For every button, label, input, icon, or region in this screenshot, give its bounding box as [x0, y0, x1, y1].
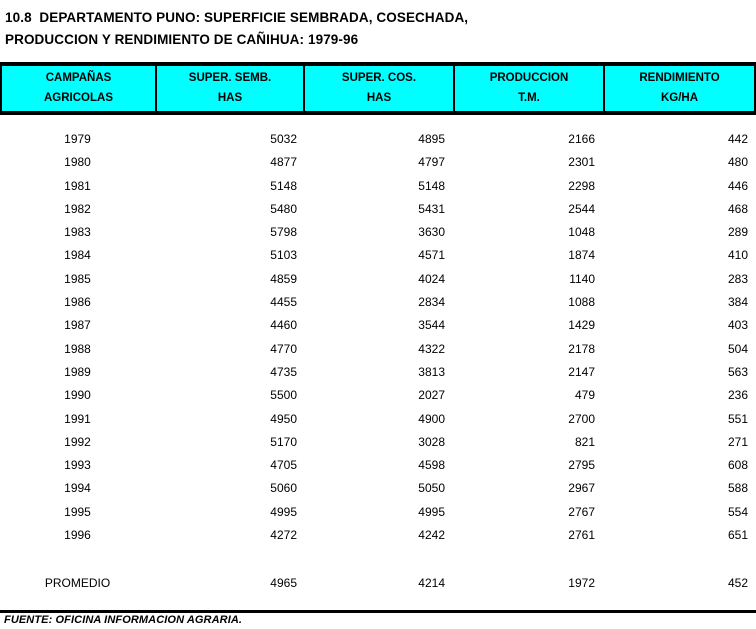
cell-produccion: 1429	[568, 318, 595, 333]
table-row	[0, 524, 756, 547]
column-header-label: CAMPAÑAS	[45, 72, 112, 84]
cell-super-semb: 5103	[270, 248, 297, 263]
cell-super-semb: 5060	[270, 481, 297, 496]
cell-rendimiento: 289	[727, 225, 748, 240]
table-row	[0, 128, 756, 151]
table-header	[0, 62, 756, 115]
table-row	[0, 501, 756, 524]
cell-produccion: 2795	[568, 458, 595, 473]
column-header-label: SUPER. COS.	[341, 72, 417, 84]
cell-super-cos: 3028	[418, 434, 445, 449]
table-body	[0, 115, 756, 547]
summary-cell-super-cos: 4214	[418, 576, 445, 591]
cell-produccion: 1048	[568, 225, 595, 240]
cell-produccion: 479	[574, 388, 595, 403]
cell-super-semb: 4770	[270, 341, 297, 356]
cell-super-semb: 4272	[270, 528, 297, 543]
horizontal-rule	[0, 610, 756, 613]
table-row	[0, 314, 756, 337]
cell-super-semb: 5148	[270, 178, 297, 193]
cell-super-semb: 4705	[270, 458, 297, 473]
cell-super-semb: 4460	[270, 318, 297, 333]
cell-rendimiento: 446	[727, 178, 748, 193]
cell-campana: 1995	[64, 504, 91, 519]
cell-super-semb: 5480	[270, 201, 297, 216]
cell-rendimiento: 554	[727, 504, 748, 519]
cell-rendimiento: 236	[727, 388, 748, 403]
summary-label: PROMEDIO	[44, 576, 111, 591]
cell-super-semb: 4735	[270, 364, 297, 379]
cell-rendimiento: 651	[727, 528, 748, 543]
cell-super-semb: 5798	[270, 225, 297, 240]
cell-rendimiento: 608	[727, 458, 748, 473]
table-row	[0, 408, 756, 431]
title-line-2: PRODUCCION Y RENDIMIENTO DE CAÑIHUA: 1979-96	[5, 32, 359, 47]
column-header-sublabel: T.M.	[518, 92, 540, 104]
cell-rendimiento: 410	[727, 248, 748, 263]
cell-produccion: 2700	[568, 411, 595, 426]
cell-campana: 1991	[64, 411, 91, 426]
cell-rendimiento: 588	[727, 481, 748, 496]
cell-campana: 1985	[64, 271, 91, 286]
column-header-produccion	[453, 66, 603, 111]
cell-super-cos: 2027	[418, 388, 445, 403]
cell-super-cos: 3544	[418, 318, 445, 333]
column-header-label: SUPER. SEMB.	[188, 72, 272, 84]
cell-campana: 1992	[64, 434, 91, 449]
cell-super-cos: 4242	[418, 528, 445, 543]
cell-produccion: 2967	[568, 481, 595, 496]
column-header-sublabel: HAS	[217, 92, 243, 104]
cell-campana: 1981	[64, 178, 91, 193]
cell-campana: 1994	[64, 481, 91, 496]
cell-produccion: 1874	[568, 248, 595, 263]
cell-super-cos: 4895	[418, 132, 445, 146]
cell-rendimiento: 384	[727, 295, 748, 310]
cell-super-semb: 5500	[270, 388, 297, 403]
cell-super-cos: 4797	[418, 155, 445, 170]
column-header-super-cos	[303, 66, 453, 111]
cell-produccion: 2767	[568, 504, 595, 519]
cell-rendimiento: 480	[727, 155, 748, 170]
table-row	[0, 198, 756, 221]
cell-produccion: 2298	[568, 178, 595, 193]
cell-rendimiento: 442	[727, 132, 748, 146]
cell-campana: 1979	[64, 132, 91, 146]
cell-super-cos: 4598	[418, 458, 445, 473]
cell-super-cos: 3813	[418, 364, 445, 379]
cell-campana: 1996	[64, 528, 91, 543]
cell-produccion: 2301	[568, 155, 595, 170]
cell-super-cos: 5431	[418, 201, 445, 216]
cell-campana: 1980	[64, 155, 91, 170]
cell-super-cos: 2834	[418, 295, 445, 310]
cell-campana: 1984	[64, 248, 91, 263]
column-header-sublabel: HAS	[366, 92, 392, 104]
column-header-label: RENDIMIENTO	[639, 72, 720, 84]
summary-cell-produccion: 1972	[568, 576, 595, 591]
cell-rendimiento: 283	[727, 271, 748, 286]
table-row	[0, 268, 756, 291]
cell-campana: 1987	[64, 318, 91, 333]
cell-produccion: 1140	[569, 271, 595, 286]
cell-super-cos: 4024	[418, 271, 445, 286]
cell-campana: 1982	[64, 201, 91, 216]
table-row	[0, 384, 756, 407]
column-header-sublabel: AGRICOLAS	[44, 92, 113, 104]
table-row	[0, 338, 756, 361]
cell-produccion: 1088	[568, 295, 595, 310]
summary-row	[0, 572, 756, 595]
cell-campana: 1983	[64, 225, 91, 240]
cell-produccion: 821	[574, 434, 595, 449]
cell-super-semb: 4995	[270, 504, 297, 519]
cell-rendimiento: 468	[727, 201, 748, 216]
cell-produccion: 2166	[568, 132, 595, 146]
cell-campana: 1993	[64, 458, 91, 473]
table-row	[0, 175, 756, 198]
table-row	[0, 244, 756, 267]
cell-produccion: 2147	[568, 364, 595, 379]
summary-cell-super-semb: 4965	[270, 576, 297, 591]
cell-super-semb: 4455	[270, 295, 297, 310]
cell-produccion: 2178	[568, 341, 595, 356]
cell-produccion: 2761	[568, 528, 595, 543]
cell-super-cos: 4995	[418, 504, 445, 519]
column-header-label: PRODUCCION	[489, 72, 569, 84]
cell-produccion: 2544	[568, 201, 595, 216]
column-header-sublabel: KG/HA	[660, 92, 699, 104]
cell-super-cos: 3630	[418, 225, 445, 240]
cell-super-semb: 4877	[270, 155, 297, 170]
cell-rendimiento: 504	[727, 341, 748, 356]
cell-campana: 1986	[64, 295, 91, 310]
table-row	[0, 221, 756, 244]
cell-rendimiento: 271	[727, 434, 748, 449]
table-row	[0, 454, 756, 477]
column-header-campanas	[2, 66, 155, 111]
table-row	[0, 431, 756, 454]
table-row	[0, 151, 756, 174]
cell-campana: 1990	[64, 388, 91, 403]
cell-super-semb: 4859	[270, 271, 297, 286]
source-note: FUENTE: OFICINA INFORMACION AGRARIA.	[4, 614, 243, 626]
cell-campana: 1988	[64, 341, 91, 356]
cell-rendimiento: 563	[727, 364, 748, 379]
title-line-1: 10.8 DEPARTAMENTO PUNO: SUPERFICIE SEMBRADA, COSECHADA,	[5, 10, 469, 25]
cell-campana: 1989	[64, 364, 91, 379]
table-row	[0, 291, 756, 314]
column-header-super-semb	[155, 66, 303, 111]
cell-super-cos: 5148	[418, 178, 445, 193]
cell-super-semb: 4950	[270, 411, 297, 426]
document-title	[0, 0, 756, 51]
cell-super-cos: 4571	[418, 248, 445, 263]
table-row	[0, 361, 756, 384]
column-header-rendimiento	[603, 66, 754, 111]
summary-cell-rendimiento: 452	[727, 576, 748, 591]
cell-super-semb: 5170	[270, 434, 297, 449]
cell-super-cos: 4900	[418, 411, 445, 426]
cell-rendimiento: 403	[727, 318, 748, 333]
cell-super-cos: 4322	[418, 341, 445, 356]
cell-super-cos: 5050	[418, 481, 445, 496]
cell-super-semb: 5032	[270, 132, 297, 146]
table-row	[0, 477, 756, 500]
cell-rendimiento: 551	[727, 411, 748, 426]
